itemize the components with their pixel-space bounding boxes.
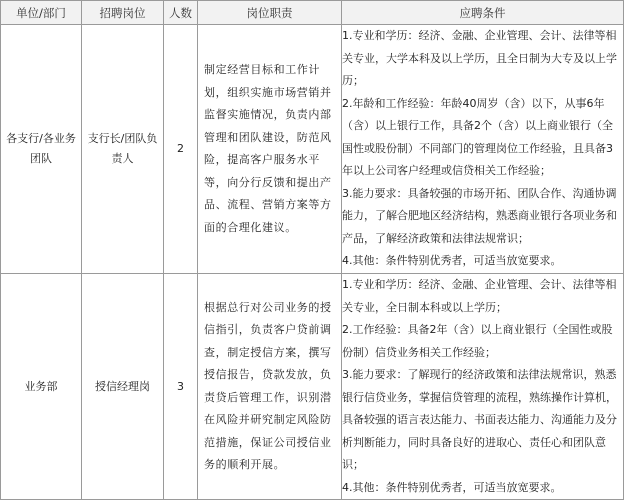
- position-cell: 授信经理岗: [82, 274, 164, 500]
- requirement-item: 1.专业和学历：经济、金融、企业管理、会计、法律等相关专业，全日制本科或以上学历；: [342, 278, 617, 314]
- count-cell: 2: [164, 25, 198, 274]
- header-position: 招聘岗位: [82, 1, 164, 25]
- header-requirements: 应聘条件: [342, 1, 624, 25]
- requirement-item: 3.能力要求：具备较强的市场开拓、团队合作、沟通协调能力，了解合肥地区经济结构，熟悉商业银行各项业务和产品，了解经济政策和法律法规常识；: [342, 186, 617, 245]
- header-unit: 单位/部门: [1, 1, 82, 25]
- count-cell: 3: [164, 274, 198, 500]
- duties-cell: [198, 274, 342, 500]
- requirement-item: 2.年龄和工作经验：年龄40周岁（含）以下，从事6年（含）以上银行工作，具备2个（含）以上商业银行（全国性或股份制）不同部门的管理岗位工作经验，且具备3年以上公司客户经理或信贷相关工作经验；: [342, 96, 613, 177]
- header-row: [1, 1, 624, 25]
- requirement-item: 2.工作经验：具备2年（含）以上商业银行（全国性或股份制）信贷业务相关工作经验；: [342, 323, 613, 359]
- header-count: 人数: [164, 1, 198, 25]
- duties-text: 制定经营目标和工作计划，组织实施市场营销并监督实施情况，负责内部管理和团队建设，防范风险，提高客户服务水平等，向分行反馈和提出产品、流程、营销方案等方面的合理化建议。: [204, 63, 332, 234]
- requirement-item: 4.其他：条件特别优秀者，可适当放宽要求。: [342, 254, 562, 267]
- header-duties: 岗位职责: [198, 1, 342, 25]
- duties-cell: [198, 25, 342, 274]
- table-row: [1, 25, 624, 274]
- duties-text: 根据总行对公司业务的授信指引，负责客户贷前调查，制定授信方案，撰写授信报告，贷款发放，负责贷后管理工作，识别潜在风险并研究制定风险防范措施，保证公司授信业务的顺利开展。: [204, 300, 332, 471]
- requirements-cell: [342, 274, 624, 500]
- requirements-cell: [342, 25, 624, 274]
- requirement-item: 3.能力要求：了解现行的经济政策和法律法规常识，熟悉银行信贷业务，掌握信贷管理的流程，熟练操作计算机，具备较强的语言表达能力、书面表达能力、沟通能力及分析判断能力，同时具备良好的进取心、责任心和团队意识；: [342, 368, 617, 471]
- unit-cell: 各支行/各业务团队: [1, 25, 82, 274]
- requirement-item: 4.其他：条件特别优秀者，可适当放宽要求。: [342, 480, 562, 494]
- table-row: [1, 274, 624, 500]
- requirement-item: 1.专业和学历：经济、金融、企业管理、会计、法律等相关专业，大学本科及以上学历，且全日制为大专及以上学历；: [342, 29, 617, 87]
- position-cell: 支行长/团队负责人: [82, 25, 164, 274]
- unit-cell: 业务部: [1, 274, 82, 500]
